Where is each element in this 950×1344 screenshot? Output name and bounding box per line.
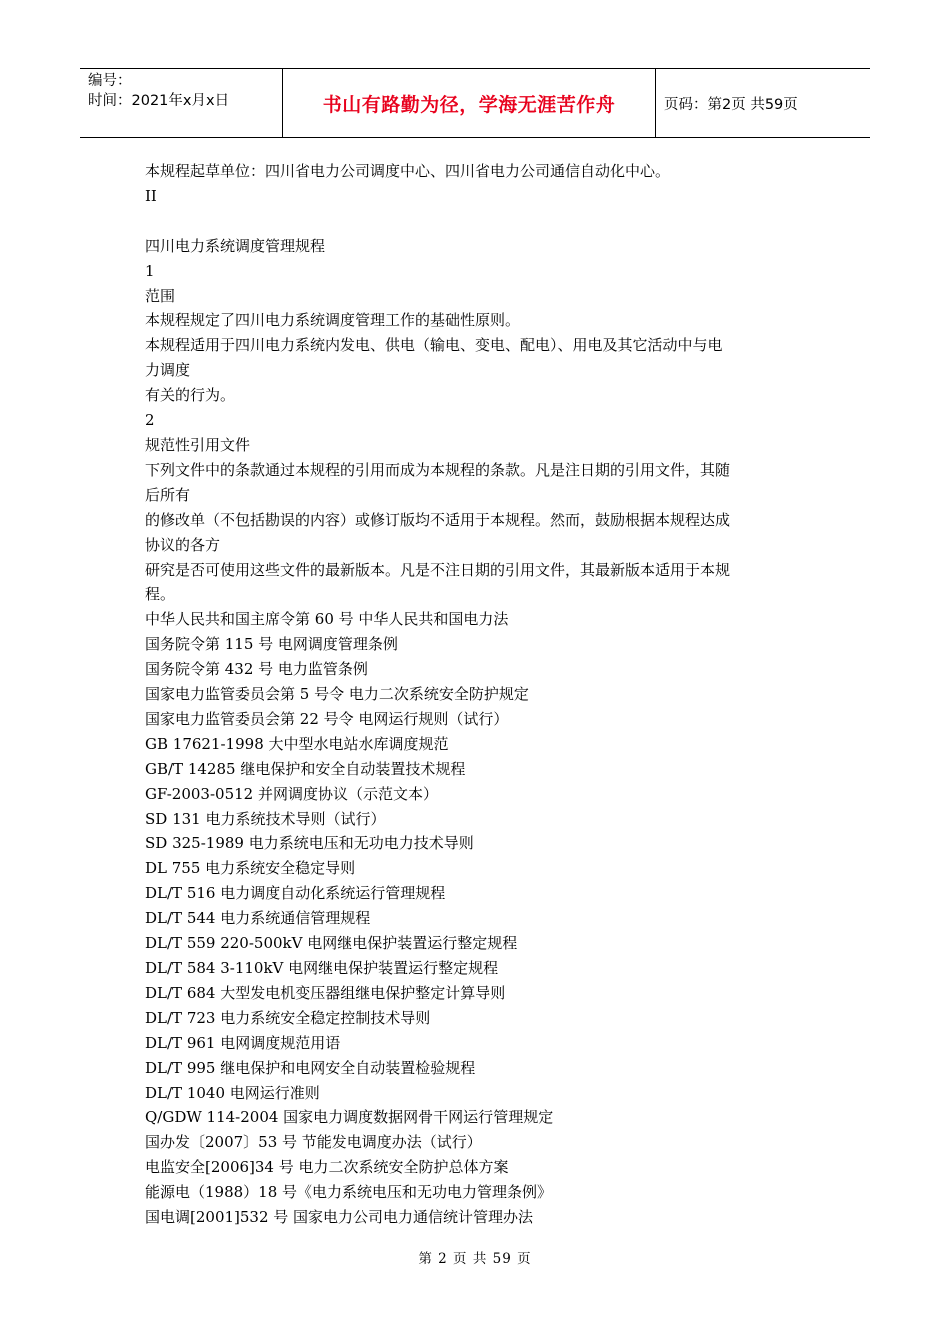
body-line: 有关的行为。 (145, 386, 236, 405)
body-line: 国务院令第 432 号 电力监管条例 (145, 660, 368, 679)
body-line: DL/T 1040 电网运行准则 (145, 1083, 320, 1102)
body-line: DL/T 559 220-500kV 电网继电保护装置运行整定规程 (145, 934, 518, 953)
body-line: 国家电力监管委员会第 5 号令 电力二次系统安全防护规定 (145, 685, 529, 704)
page-footer: 第 2 页 共 59 页 (418, 1251, 532, 1267)
body-line (145, 209, 810, 234)
body-line: 能源电（1988）18 号《电力系统电压和无功电力管理条例》 (145, 1183, 553, 1202)
body-line: 2 (145, 411, 155, 430)
body-line: 研究是否可使用这些文件的最新版本。凡是不注日期的引用文件，其最新版本适用于本规 (145, 560, 731, 579)
body-line: DL/T 995 继电保护和电网安全自动装置检验规程 (145, 1058, 476, 1077)
body-line: 中华人民共和国主席令第 60 号 中华人民共和国电力法 (145, 610, 509, 629)
body-line: GF-2003-0512 并网调度协议（示范文本） (145, 784, 438, 803)
body-line: 程。 (145, 585, 176, 604)
body-line: 的修改单（不包括勘误的内容）或修订版均不适用于本规程。然而，鼓励根据本规程达成 (145, 510, 731, 529)
body-line: Q/GDW 114-2004 国家电力调度数据网骨干网运行管理规定 (145, 1108, 554, 1127)
body-line: 协议的各方 (145, 535, 221, 554)
header-page-info: 页码：第2页 共59页 (664, 96, 798, 113)
body-line: DL 755 电力系统安全稳定导则 (145, 859, 356, 878)
body-line: 国务院令第 115 号 电网调度管理条例 (145, 635, 398, 654)
body-line: 电监安全[2006]34 号 电力二次系统安全防护总体方案 (145, 1158, 509, 1177)
header-meta (80, 69, 282, 137)
document-body (145, 159, 810, 1230)
page-header (80, 68, 870, 138)
body-line: 1 (145, 261, 155, 280)
body-line: DL/T 684 大型发电机变压器组继电保护整定计算导则 (145, 983, 506, 1002)
body-line: 本规程规定了四川电力系统调度管理工作的基础性原则。 (145, 311, 521, 330)
number-label: 编号： (88, 73, 132, 89)
body-line: SD 131 电力系统技术导则（试行） (145, 809, 386, 828)
body-line: DL/T 584 3-110kV 电网继电保护装置运行整定规程 (145, 959, 499, 977)
body-line: 四川电力系统调度管理规程 (145, 236, 326, 255)
body-line: 力调度 (145, 361, 191, 380)
body-line: 范围 (145, 286, 176, 305)
body-line: DL/T 544 电力系统通信管理规程 (145, 909, 371, 928)
body-line: 国办发〔2007〕53 号 节能发电调度办法（试行） (145, 1133, 482, 1152)
body-line: 国家电力监管委员会第 22 号令 电网运行规则（试行） (145, 709, 509, 728)
body-line: SD 325-1989 电力系统电压和无功电力技术导则 (145, 834, 474, 853)
header-motto-cell (282, 69, 656, 137)
body-line: GB 17621-1998 大中型水电站水库调度规范 (145, 734, 449, 753)
body-line: 下列文件中的条款通过本规程的引用而成为本规程的条款。凡是注日期的引用文件，其随 (145, 460, 731, 479)
body-line: DL/T 961 电网调度规范用语 (145, 1033, 341, 1052)
body-line: II (145, 186, 157, 205)
body-line: 国电调[2001]532 号 国家电力公司电力通信统计管理办法 (145, 1208, 534, 1227)
body-line: 后所有 (145, 485, 191, 504)
time-label: 时间：2021年x月x日 (88, 93, 230, 109)
header-motto: 书山有路勤为径，学海无涯苦作舟 (322, 93, 616, 116)
body-line: DL/T 723 电力系统安全稳定控制技术导则 (145, 1008, 431, 1027)
body-line: GB/T 14285 继电保护和安全自动装置技术规程 (145, 759, 466, 778)
body-line: 本规程适用于四川电力系统内发电、供电（输电、变电、配电）、用电及其它活动中与电 (145, 336, 723, 355)
body-line: 规范性引用文件 (145, 435, 251, 454)
body-line: DL/T 516 电力调度自动化系统运行管理规程 (145, 884, 446, 903)
body-line: 本规程起草单位：四川省电力公司调度中心、四川省电力公司通信自动化中心。 (145, 162, 671, 180)
